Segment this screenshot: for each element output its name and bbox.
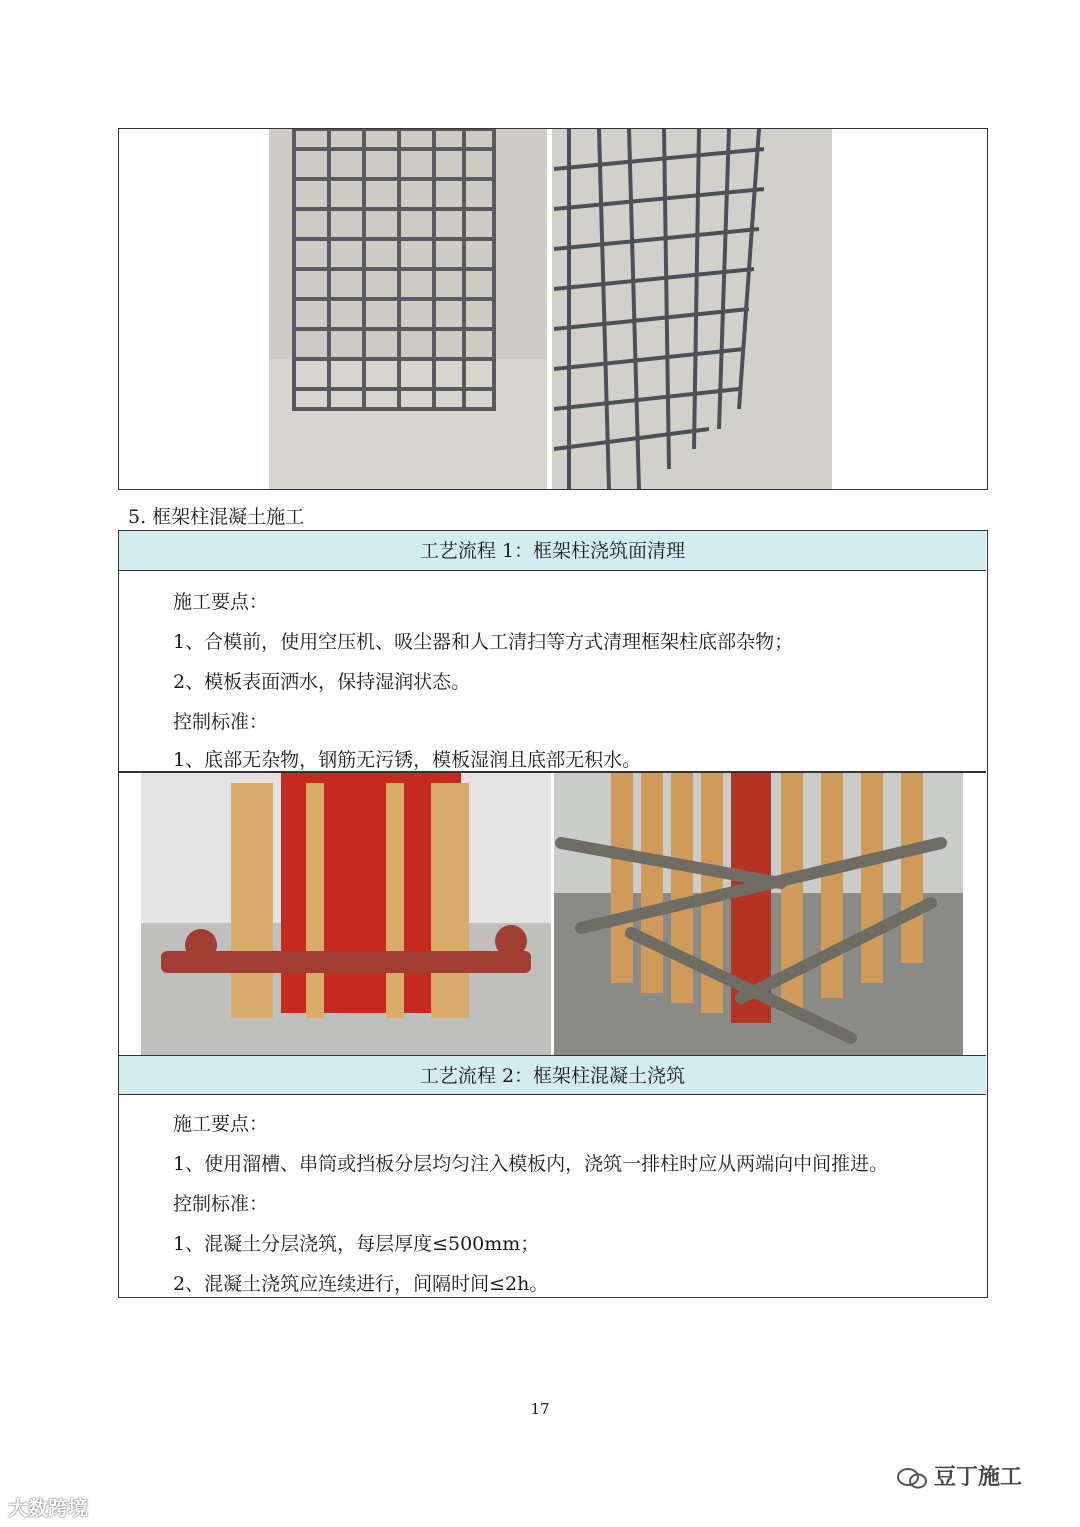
process2-header: 工艺流程 2：框架柱混凝土浇筑: [119, 1055, 986, 1095]
process1-standard: 1、底部无杂物，钢筋无污锈，模板湿润且底部无积水。: [173, 749, 642, 771]
formwork-photos: [141, 773, 963, 1055]
rebar-cage-photos: [269, 129, 832, 489]
process1-point: 1、合模前，使用空压机、吸尘器和人工清扫等方式清理框架柱底部杂物；: [173, 631, 794, 653]
page-number: 17: [530, 1400, 550, 1418]
process-table: [118, 530, 988, 1298]
process1-standard-label: 控制标准：: [173, 711, 269, 733]
process2-standard: 2、混凝土浇筑应连续进行，间隔时间≤2h。: [173, 1273, 549, 1295]
watermark-right-text: 豆丁施工: [934, 1465, 1023, 1490]
process1-points-label: 施工要点：: [173, 591, 269, 613]
process2-standard-label: 控制标准：: [173, 1193, 269, 1215]
section-title: 5. 框架柱混凝土施工: [128, 506, 305, 528]
process2-point: 1、使用溜槽、串筒或挡板分层均匀注入模板内，浇筑一排柱时应从两端向中间推进。: [173, 1153, 889, 1175]
watermark-left: 大数跨境: [8, 1496, 88, 1520]
process1-point: 2、模板表面洒水，保持湿润状态。: [173, 671, 471, 693]
process1-header: 工艺流程 1：框架柱浇筑面清理: [119, 531, 986, 571]
process2-standard: 1、混凝土分层浇筑，每层厚度≤500mm；: [173, 1233, 540, 1255]
wechat-icon: [896, 1467, 928, 1489]
watermark-right: [896, 1460, 1022, 1491]
process2-points-label: 施工要点：: [173, 1113, 269, 1135]
rebar-photo-frame: [118, 128, 988, 490]
